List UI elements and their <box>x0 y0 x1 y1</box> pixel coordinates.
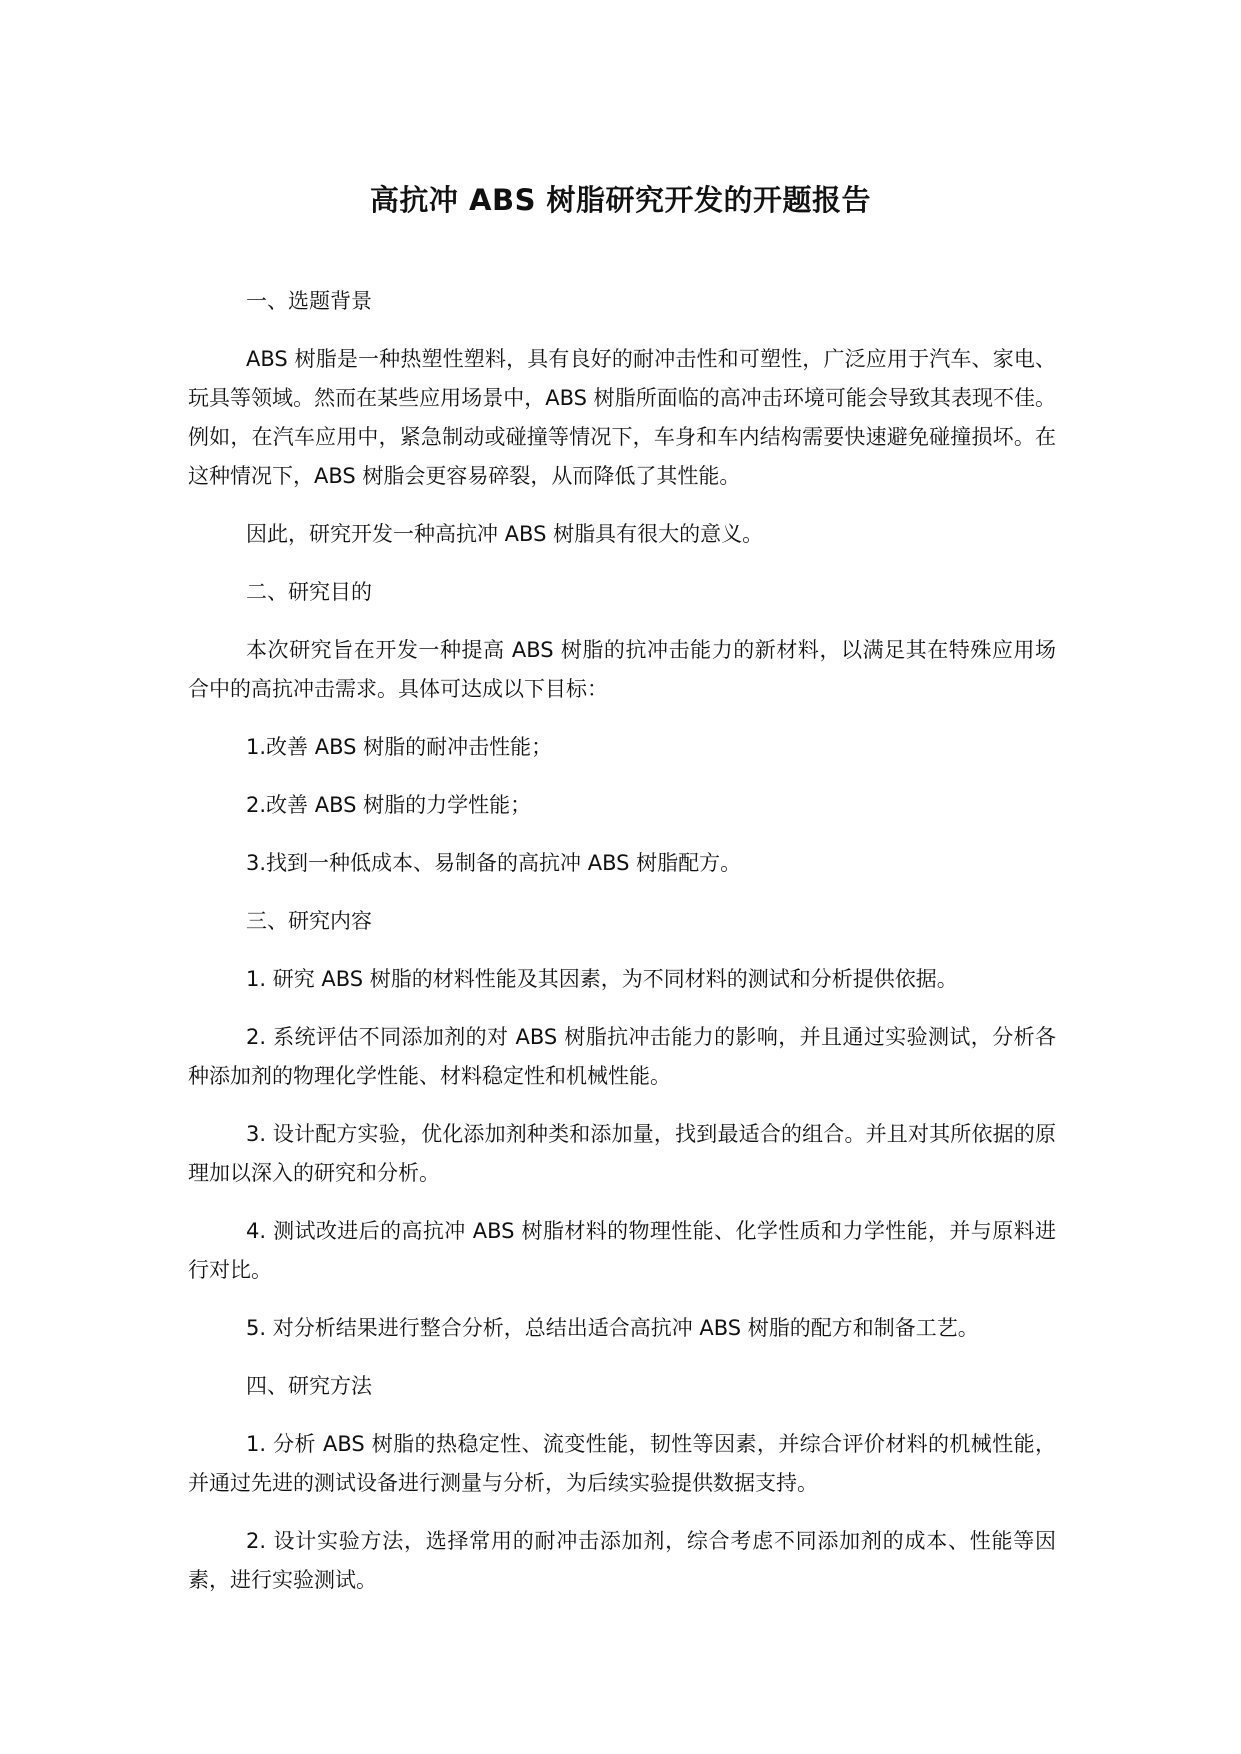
paragraph-background-1: ABS 树脂是一种热塑性塑料，具有良好的耐冲击性和可塑性，广泛应用于汽车、家电、玩具等领域。然而在某些应用场景中，ABS 树脂所面临的高冲击环境可能会导致其表现不佳。例如，在汽车应用中，紧急制动或碰撞等情况下，车身和车内结构需要快速避免碰撞损坏。在这种情况下，ABS 树脂会更容易碎裂，从而降低了其性能。 <box>188 347 1056 488</box>
section-heading-content: 三、研究内容 <box>246 909 372 933</box>
list-item-goal-3: 3.找到一种低成本、易制备的高抗冲 ABS 树脂配方。 <box>246 851 742 875</box>
section-heading-background: 一、选题背景 <box>246 289 372 313</box>
list-item-content-5: 5. 对分析结果进行整合分析，总结出适合高抗冲 ABS 树脂的配方和制备工艺。 <box>246 1316 979 1340</box>
document-title: 高抗冲 ABS 树脂研究开发的开题报告 <box>369 183 872 217</box>
section-heading-purpose: 二、研究目的 <box>246 580 372 604</box>
list-item-content-1: 1. 研究 ABS 树脂的材料性能及其因素，为不同材料的测试和分析提供依据。 <box>246 967 958 991</box>
paragraph-purpose-intro: 本次研究旨在开发一种提高 ABS 树脂的抗冲击能力的新材料，以满足其在特殊应用场合中的高抗冲击需求。具体可达成以下目标： <box>188 638 1056 701</box>
list-item-goal-1: 1.改善 ABS 树脂的耐冲击性能； <box>246 735 553 759</box>
list-item-content-3: 3. 设计配方实验，优化添加剂种类和添加量，找到最适合的组合。并且对其所依据的原理加以深入的研究和分析。 <box>188 1122 1056 1185</box>
list-item-content-4: 4. 测试改进后的高抗冲 ABS 树脂材料的物理性能、化学性质和力学性能，并与原料进行对比。 <box>188 1219 1056 1282</box>
section-heading-methods: 四、研究方法 <box>246 1374 372 1398</box>
paragraph-background-2: 因此，研究开发一种高抗冲 ABS 树脂具有很大的意义。 <box>246 522 764 546</box>
list-item-method-1: 1. 分析 ABS 树脂的热稳定性、流变性能，韧性等因素，并综合评价材料的机械性能，并通过先进的测试设备进行测量与分析，为后续实验提供数据支持。 <box>188 1432 1056 1495</box>
document-body <box>188 282 1056 1619</box>
list-item-content-2: 2. 系统评估不同添加剂的对 ABS 树脂抗冲击能力的影响，并且通过实验测试，分析各种添加剂的物理化学性能、材料稳定性和机械性能。 <box>188 1025 1056 1088</box>
list-item-goal-2: 2.改善 ABS 树脂的力学性能； <box>246 793 532 817</box>
list-item-method-2: 2. 设计实验方法，选择常用的耐冲击添加剂，综合考虑不同添加剂的成本、性能等因素，进行实验测试。 <box>188 1529 1056 1592</box>
